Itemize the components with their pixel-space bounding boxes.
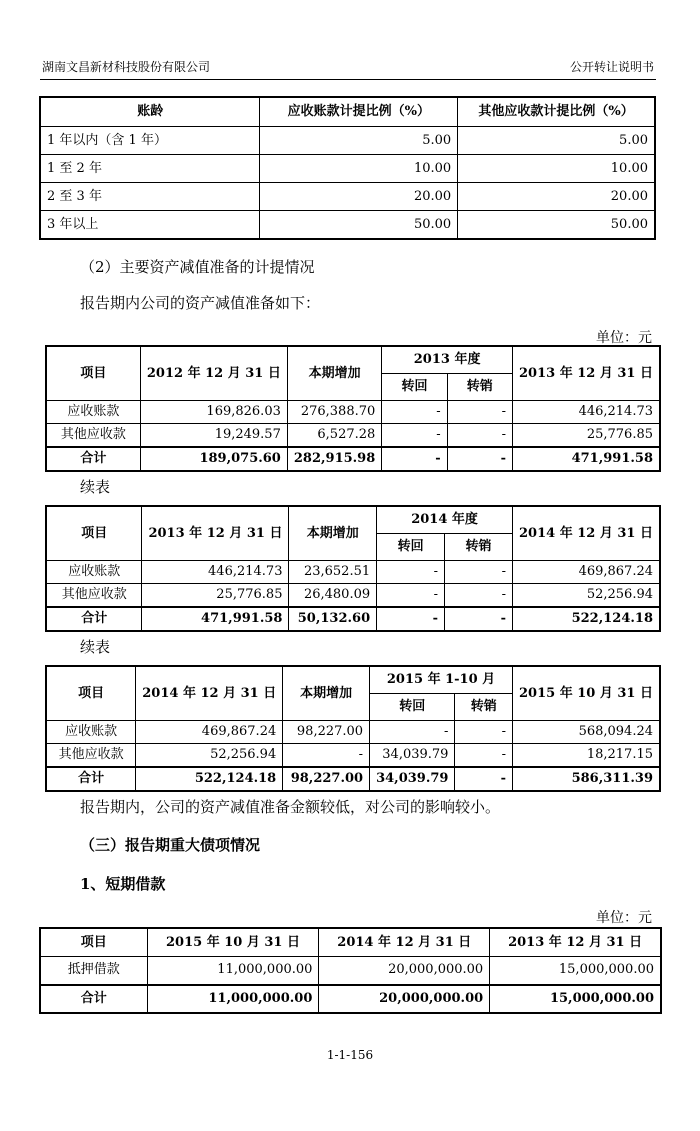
table-row xyxy=(47,424,660,448)
cell-value: 5.00 xyxy=(260,127,458,155)
continued-label: 续表 xyxy=(80,638,111,656)
cell-value: 20,000,000.00 xyxy=(319,985,490,1013)
table-row xyxy=(47,561,660,584)
row-label: 1 至 2 年 xyxy=(41,155,260,183)
cell-value: 34,039.79 xyxy=(370,744,455,768)
header-company: 湖南文昌新材科技股份有限公司 xyxy=(42,60,211,74)
section2-title: （2）主要资产减值准备的计提情况 xyxy=(80,258,315,276)
col-header-increase: 本期增加 xyxy=(287,347,381,401)
cell-value: 50,132.60 xyxy=(289,607,377,631)
impairment-table xyxy=(46,346,660,471)
col-header-aging: 账龄 xyxy=(41,98,260,127)
cell-value: - xyxy=(377,607,445,631)
aging-ratio-table xyxy=(40,97,655,239)
col-header-item: 项目 xyxy=(47,347,141,401)
cell-value: 34,039.79 xyxy=(370,767,455,791)
cell-value: 25,776.85 xyxy=(512,424,659,448)
unit-label: 单位：元 xyxy=(596,330,652,346)
cell-value: - xyxy=(447,401,512,424)
col-header-item: 项目 xyxy=(47,667,136,721)
header-doc-title: 公开转让说明书 xyxy=(569,60,654,74)
section3-subtitle: 1、短期借款 xyxy=(80,875,166,893)
row-label: 3 年以上 xyxy=(41,211,260,239)
cell-value: - xyxy=(377,561,445,584)
row-label: 其他应收款 xyxy=(47,424,141,448)
cell-value: - xyxy=(455,721,513,744)
col-header-writeoff: 转销 xyxy=(455,694,513,721)
cell-value: 189,075.60 xyxy=(140,447,287,471)
cell-value: 568,094.24 xyxy=(512,721,659,744)
col-header-increase: 本期增加 xyxy=(289,507,377,561)
cell-value: 446,214.73 xyxy=(142,561,289,584)
col-header-start-date: 2014 年 12 月 31 日 xyxy=(136,667,283,721)
col-header-writeoff: 转销 xyxy=(447,374,512,401)
cell-value: 469,867.24 xyxy=(136,721,283,744)
row-label: 其他应收款 xyxy=(47,584,142,608)
cell-value: 446,214.73 xyxy=(512,401,659,424)
cell-value: 276,388.70 xyxy=(287,401,381,424)
cell-value: 23,652.51 xyxy=(289,561,377,584)
row-label: 应收账款 xyxy=(47,561,142,584)
cell-value: - xyxy=(447,447,512,471)
cell-value: 19,249.57 xyxy=(140,424,287,448)
table-row xyxy=(41,127,655,155)
cell-value: 586,311.39 xyxy=(512,767,659,791)
cell-value: - xyxy=(445,607,513,631)
cell-value: 25,776.85 xyxy=(142,584,289,608)
cell-value: 522,124.18 xyxy=(136,767,283,791)
col-header-item: 项目 xyxy=(41,929,148,957)
cell-value: - xyxy=(382,424,447,448)
col-header-writeoff: 转销 xyxy=(445,534,513,561)
cell-value: - xyxy=(455,767,513,791)
unit-label: 单位：元 xyxy=(596,910,652,926)
col-header-date: 2015 年 10 月 31 日 xyxy=(147,929,319,957)
row-label: 应收账款 xyxy=(47,721,136,744)
row-label: 1 年以内（含 1 年） xyxy=(41,127,260,155)
cell-value: 469,867.24 xyxy=(512,561,659,584)
cell-value: 15,000,000.00 xyxy=(490,985,661,1013)
conclusion-text: 报告期内，公司的资产减值准备金额较低，对公司的影响较小。 xyxy=(80,798,501,816)
total-row xyxy=(47,447,660,471)
row-label: 合计 xyxy=(47,447,141,471)
table-row xyxy=(47,744,660,768)
col-header-date: 2014 年 12 月 31 日 xyxy=(319,929,490,957)
cell-value: - xyxy=(447,424,512,448)
col-header-ar-ratio: 应收账款计提比例（%） xyxy=(260,98,458,127)
cell-value: 52,256.94 xyxy=(512,584,659,608)
col-header-reversal: 转回 xyxy=(382,374,447,401)
col-header-start-date: 2013 年 12 月 31 日 xyxy=(142,507,289,561)
cell-value: - xyxy=(382,447,447,471)
cell-value: 50.00 xyxy=(458,211,655,239)
section2-intro: 报告期内公司的资产减值准备如下： xyxy=(80,294,321,312)
table-row xyxy=(41,211,655,239)
cell-value: 98,227.00 xyxy=(283,721,370,744)
table-row xyxy=(47,401,660,424)
table-row xyxy=(47,584,660,608)
cell-value: 6,527.28 xyxy=(287,424,381,448)
cell-value: 522,124.18 xyxy=(512,607,659,631)
cell-value: 11,000,000.00 xyxy=(147,957,319,985)
col-header-end-date: 2015 年 10 月 31 日 xyxy=(512,667,659,721)
col-header-end-date: 2013 年 12 月 31 日 xyxy=(512,347,659,401)
row-label: 抵押借款 xyxy=(41,957,148,985)
cell-value: 282,915.98 xyxy=(287,447,381,471)
impairment-table xyxy=(46,666,660,791)
cell-value: 10.00 xyxy=(260,155,458,183)
cell-value: - xyxy=(445,561,513,584)
col-header-start-date: 2012 年 12 月 31 日 xyxy=(140,347,287,401)
cell-value: 15,000,000.00 xyxy=(490,957,661,985)
cell-value: 471,991.58 xyxy=(142,607,289,631)
col-header-reversal: 转回 xyxy=(377,534,445,561)
cell-value: 5.00 xyxy=(458,127,655,155)
cell-value: 50.00 xyxy=(260,211,458,239)
row-label: 应收账款 xyxy=(47,401,141,424)
row-label: 合计 xyxy=(47,767,136,791)
col-header-period: 2015 年 1-10 月 xyxy=(370,667,513,694)
total-row xyxy=(47,767,660,791)
header-divider xyxy=(40,79,656,80)
row-label: 合计 xyxy=(47,607,142,631)
table-row xyxy=(41,183,655,211)
cell-value: 20,000,000.00 xyxy=(319,957,490,985)
cell-value: 20.00 xyxy=(458,183,655,211)
continued-label: 续表 xyxy=(80,478,111,496)
col-header-date: 2013 年 12 月 31 日 xyxy=(490,929,661,957)
cell-value: 26,480.09 xyxy=(289,584,377,608)
row-label: 其他应收款 xyxy=(47,744,136,768)
total-row xyxy=(41,985,661,1013)
cell-value: 10.00 xyxy=(458,155,655,183)
short-term-loan-table xyxy=(40,928,661,1013)
cell-value: - xyxy=(445,584,513,608)
table-row xyxy=(47,721,660,744)
cell-value: - xyxy=(377,584,445,608)
cell-value: - xyxy=(283,744,370,768)
row-label: 2 至 3 年 xyxy=(41,183,260,211)
table-row xyxy=(41,155,655,183)
cell-value: 20.00 xyxy=(260,183,458,211)
cell-value: - xyxy=(455,744,513,768)
col-header-item: 项目 xyxy=(47,507,142,561)
table-row xyxy=(41,957,661,985)
section3-title: （三）报告期重大债项情况 xyxy=(80,836,261,854)
cell-value: 169,826.03 xyxy=(140,401,287,424)
row-label: 合计 xyxy=(41,985,148,1013)
col-header-other-ratio: 其他应收款计提比例（%） xyxy=(458,98,655,127)
cell-value: - xyxy=(382,401,447,424)
cell-value: - xyxy=(370,721,455,744)
cell-value: 52,256.94 xyxy=(136,744,283,768)
col-header-end-date: 2014 年 12 月 31 日 xyxy=(512,507,659,561)
page-number: 1-1-156 xyxy=(326,1048,374,1062)
cell-value: 11,000,000.00 xyxy=(147,985,319,1013)
col-header-increase: 本期增加 xyxy=(283,667,370,721)
cell-value: 471,991.58 xyxy=(512,447,659,471)
col-header-reversal: 转回 xyxy=(370,694,455,721)
col-header-period: 2014 年度 xyxy=(377,507,513,534)
impairment-table xyxy=(46,506,660,631)
cell-value: 98,227.00 xyxy=(283,767,370,791)
total-row xyxy=(47,607,660,631)
cell-value: 18,217.15 xyxy=(512,744,659,768)
col-header-period: 2013 年度 xyxy=(382,347,513,374)
